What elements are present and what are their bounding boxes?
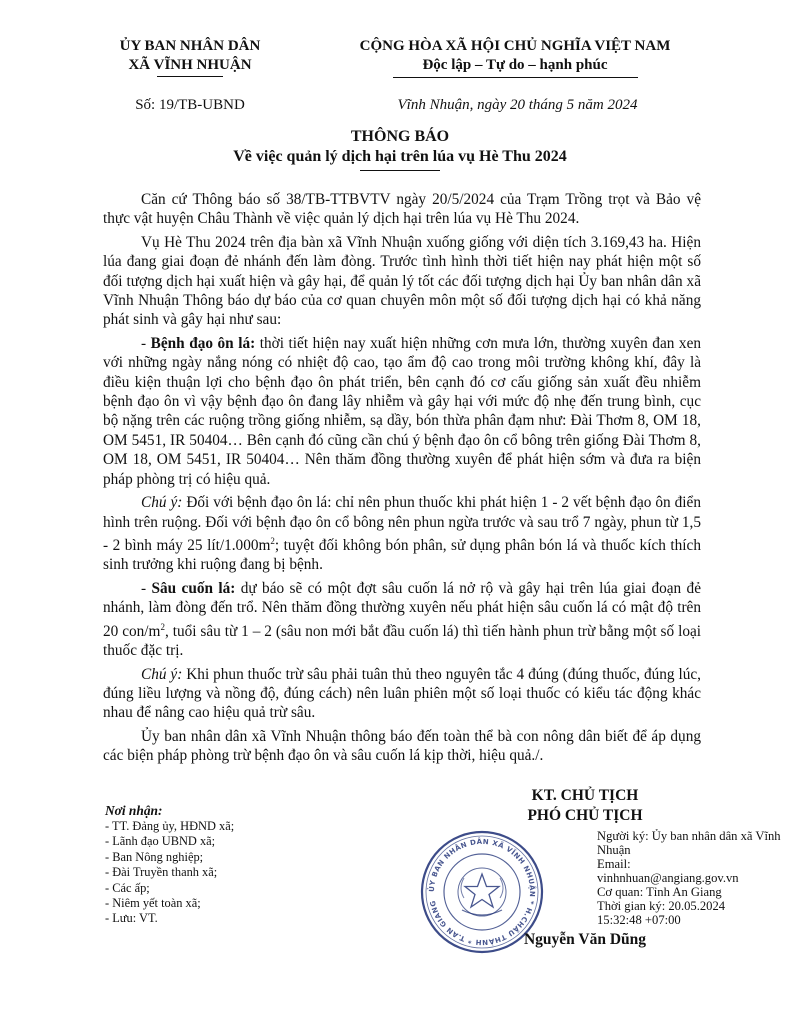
note-label: Chú ý:: [141, 665, 183, 683]
signer-label: Người ký: Ủy ban nhân dân xã Vĩnh Nhuận: [597, 829, 781, 857]
recipient-item: - Lãnh đạo UBND xã;: [105, 834, 216, 849]
sign-time-label: Thời gian ký: 20.05.2024: [597, 899, 726, 913]
org-line-2: XÃ VĨNH NHUẬN: [128, 57, 252, 73]
paragraph-blast-disease: [103, 334, 701, 489]
bullet: -: [141, 579, 152, 597]
spray-note-text: Khi phun thuốc trừ sâu phải tuân thủ theo nguyên tắc 4 đúng (đúng thuốc, đúng lúc, đúng liều lượng và nồng độ, đúng cách) nên luân phiên một số loại thuốc có kiểu tác động khác nhau để nâng cao hiệu quả trừ sâu.: [103, 665, 701, 722]
nation-block: [315, 37, 715, 75]
leaf-folder-text-b: , tuổi sâu từ 1 – 2 (sâu non mới bắt đầu cuốn lá) thì tiến hành phun trừ bằng một số loại thuốc đặc trị.: [103, 622, 702, 660]
place-date: Vĩnh Nhuận, ngày 20 tháng 5 năm 2024: [397, 97, 638, 113]
bullet: -: [141, 334, 151, 352]
note-text-b: ; tuyệt đối không bón phân, sử dụng phân bón lá và thuốc kích thích sinh trưởng khi ruộng đang bị bệnh.: [103, 537, 701, 574]
recipient-item: - Niêm yết toàn xã;: [105, 896, 201, 911]
digital-signature-info: [597, 829, 797, 927]
paragraph-basis: Căn cứ Thông báo số 38/TB-TTBVTV ngày 20/5/2024 của Trạm Trồng trọt và Bảo vệ thực vật huyện Châu Thành về việc quản lý dịch hại trên lúa vụ Hè Thu 2024.: [103, 191, 701, 228]
recipient-item: - Ban Nông nghiệp;: [105, 849, 204, 864]
org-line-1: ỦY BAN NHÂN DÂN: [119, 38, 261, 54]
org-underline: [157, 76, 223, 77]
nation-underline: [393, 77, 638, 78]
paragraph-spray-note: [103, 665, 701, 723]
signature-role-2: PHÓ CHỦ TỊCH: [527, 807, 643, 824]
agency-label: Cơ quan: Tỉnh An Giang: [597, 885, 722, 899]
sign-time-value: 15:32:48 +07:00: [597, 913, 681, 927]
body: [103, 190, 701, 770]
email-value: vinhnhuan@angiang.gov.vn: [597, 871, 739, 885]
note-text-a: Đối với bệnh đạo ôn lá: chỉ nên phun thuốc khi phát hiện 1 - 2 vết bệnh đạo ôn điển hình trên ruộng. Đối với bệnh đạo ôn cổ bông nên phun ngừa trước và sau trổ 7 ngày, phun từ 1,5 - 2 bình máy 25 lít/1.000m: [103, 494, 701, 554]
recipient-item: - TT. Đảng ủy, HĐND xã;: [105, 819, 235, 833]
leaf-folder-text-a: dự báo sẽ có một đợt sâu cuốn lá nở rộ và gây hại trên lúa giai đoạn đẻ nhánh, làm đòng đến trổ. Nên thăm đồng thường xuyên nếu phát hiện sâu cuốn lá có mật độ trên 20 con/m: [103, 579, 702, 640]
title-block: [100, 127, 700, 167]
recipients-heading: Nơi nhận:: [105, 803, 163, 818]
signature-role-1: KT. CHỦ TỊCH: [531, 787, 639, 804]
superscript: 2: [160, 621, 165, 632]
paragraph-leaf-folder: [103, 579, 701, 661]
signer-name: Nguyễn Văn Dũng: [523, 931, 647, 948]
email-label: Email:: [597, 857, 631, 871]
recipient-item: - Đài Truyền thanh xã;: [105, 865, 218, 880]
recipient-item: - Các ấp;: [105, 880, 150, 895]
nation-line-2: Độc lập – Tự do – hạnh phúc: [422, 57, 608, 73]
paragraph-conclusion: Ủy ban nhân dân xã Vĩnh Nhuận thông báo đến toàn thể bà con nông dân biết để áp dụng các biện pháp phòng trừ bệnh đạo ôn và sâu cuốn lá kịp thời, hiệu quả./.: [103, 727, 701, 765]
paragraph-blast-note: [103, 493, 701, 575]
paragraph-situation: Vụ Hè Thu 2024 trên địa bàn xã Vĩnh Nhuận xuống giống với diện tích 3.169,43 ha. Hiện lúa đang giai đoạn đẻ nhánh đến làm đòng. Trước tình hình thời tiết hiện nay phát hiện một số đối tượng dịch hại xuất hiện và gây hại, để quản lý tốt các đối tượng dịch hại Ủy ban nhân dân xã Vĩnh Nhuận Thông báo dự báo của cơ quan chuyên môn một số đối tượng dịch hại có khả năng phát sinh và gây hại như sau:: [103, 233, 701, 329]
note-label: Chú ý:: [141, 494, 183, 512]
blast-text: thời tiết hiện nay xuất hiện những cơn mưa lớn, thường xuyên đan xen với những ngày nắng nóng có nhiệt độ cao, tạo ẩm độ cao trong môi trường không khí, đây là điều kiện thuận lợi cho bệnh đạo ôn phát triển, bên cạnh đó cơ cấu giống sản xuất đều nhiễm bệnh đạo ôn vì vậy bệnh đạo ôn đang lây nhiễm và gây hại với mức độ nhẹ đến trung bình, cục bộ nặng trên các ruộng trồng giống nhiễm, sạ dầy, bón thừa phân đạm như: Đài Thơm 8, OM 18, OM 5451, IR 50404… Bên cạnh đó cũng cần chú ý bệnh đạo ôn cổ bông trên giống Đài Thơm 8, OM 18, OM 5451, IR 50404… Nên thăm đồng thường xuyên để phát hiện sớm và đưa ra biện pháp phòng trị có hiệu quả.: [103, 334, 702, 488]
blast-heading: Bệnh đạo ôn lá:: [150, 334, 256, 352]
title-underline: [360, 170, 440, 171]
recipient-item: - Lưu: VT.: [105, 911, 158, 926]
doc-title: THÔNG BÁO: [350, 128, 450, 145]
superscript: 2: [270, 535, 275, 546]
doc-number: Số: 19/TB-UBND: [135, 97, 245, 113]
signature-role: [470, 786, 700, 826]
doc-subtitle: Về việc quản lý dịch hại trên lúa vụ Hè Thu 2024: [233, 148, 567, 165]
svg-text:ỦY BAN NHÂN DÂN XÃ VĨNH NHUẬN: ỦY BAN NHÂN DÂN XÃ VĨNH NHUẬN * H.CHÂU THÀNH * T.AN GIANG: [427, 837, 537, 947]
nation-line-1: CỘNG HÒA XÃ HỘI CHỦ NGHĨA VIỆT NAM: [359, 38, 671, 54]
org-block: [100, 37, 280, 75]
leaf-folder-heading: Sâu cuốn lá:: [151, 579, 236, 597]
recipients: [105, 803, 295, 927]
